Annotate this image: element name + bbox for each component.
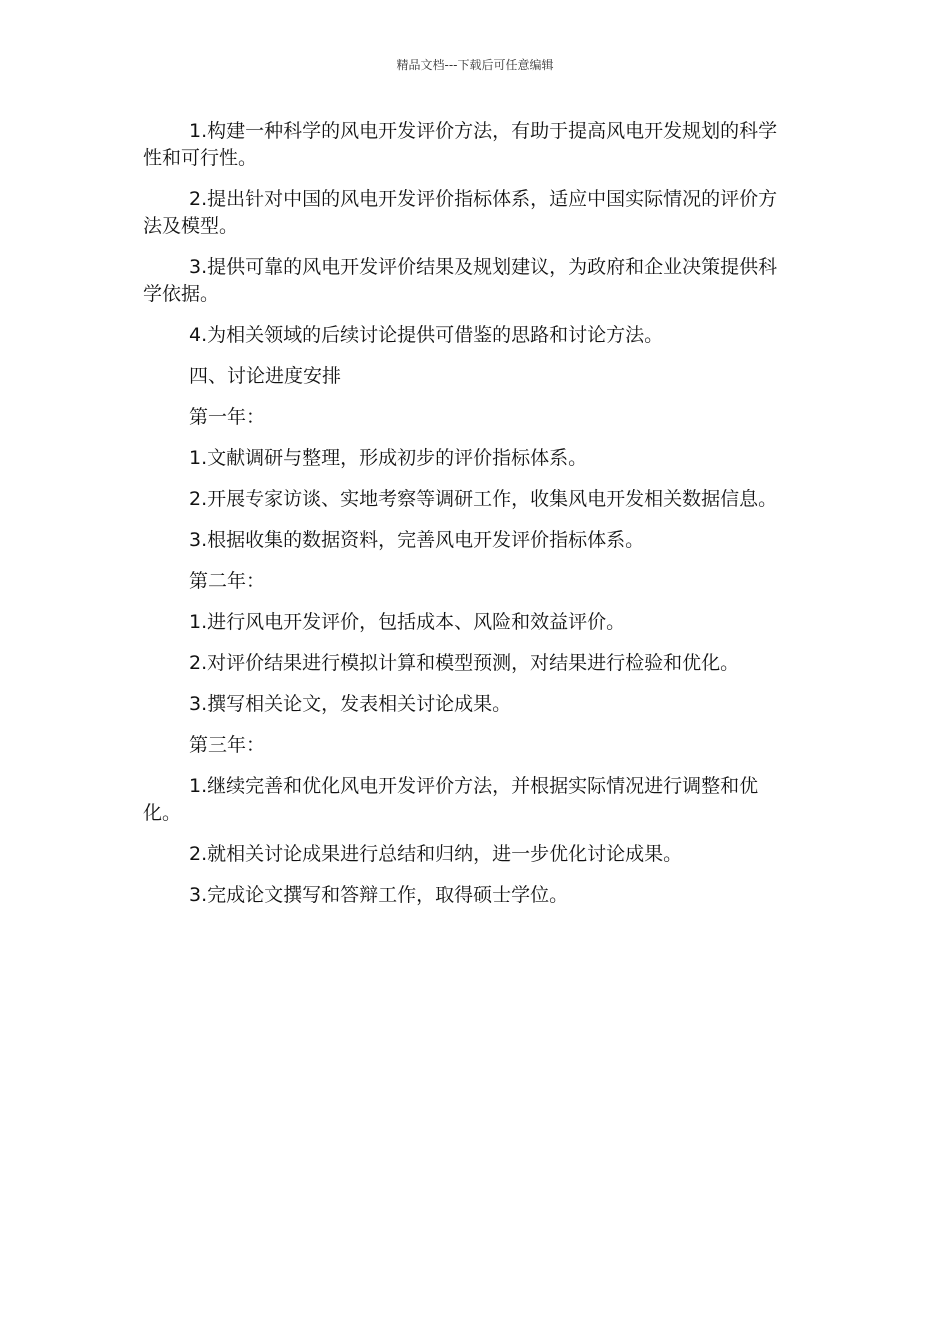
year1-item-3: 3.根据收集的数据资料，完善风电开发评价指标体系。 — [189, 529, 645, 551]
year-heading-1: 第一年： — [189, 406, 266, 428]
paragraph-outcome-2: 2.提出针对中国的风电开发评价指标体系，适应中国实际情况的评价方法及模型。 — [143, 188, 778, 237]
year3-item-2: 2.就相关讨论成果进行总结和归纳，进一步优化讨论成果。 — [189, 843, 683, 865]
section-heading-schedule: 四、讨论进度安排 — [189, 365, 342, 387]
year3-item-3: 3.完成论文撰写和答辩工作，取得硕士学位。 — [189, 884, 569, 906]
year-heading-3: 第三年： — [189, 734, 266, 756]
year2-item-1: 1.进行风电开发评价，包括成本、风险和效益评价。 — [189, 611, 626, 633]
document-body — [143, 118, 793, 923]
year3-item-1: 1.继续完善和优化风电开发评价方法，并根据实际情况进行调整和优化。 — [143, 775, 759, 824]
year2-item-2: 2.对评价结果进行模拟计算和模型预测，对结果进行检验和优化。 — [189, 652, 740, 674]
paragraph-outcome-3: 3.提供可靠的风电开发评价结果及规划建议，为政府和企业决策提供科学依据。 — [143, 256, 778, 305]
year-heading-2: 第二年： — [189, 570, 266, 592]
year1-item-1: 1.文献调研与整理，形成初步的评价指标体系。 — [189, 447, 588, 469]
paragraph-outcome-4: 4.为相关领域的后续讨论提供可借鉴的思路和讨论方法。 — [189, 324, 664, 346]
year1-item-2: 2.开展专家访谈、实地考察等调研工作，收集风电开发相关数据信息。 — [189, 488, 778, 510]
paragraph-outcome-1: 1.构建一种科学的风电开发评价方法，有助于提高风电开发规划的科学性和可行性。 — [143, 120, 778, 169]
page-header: 精品文档---下载后可任意编辑 — [396, 58, 554, 72]
year2-item-3: 3.撰写相关论文，发表相关讨论成果。 — [189, 693, 512, 715]
